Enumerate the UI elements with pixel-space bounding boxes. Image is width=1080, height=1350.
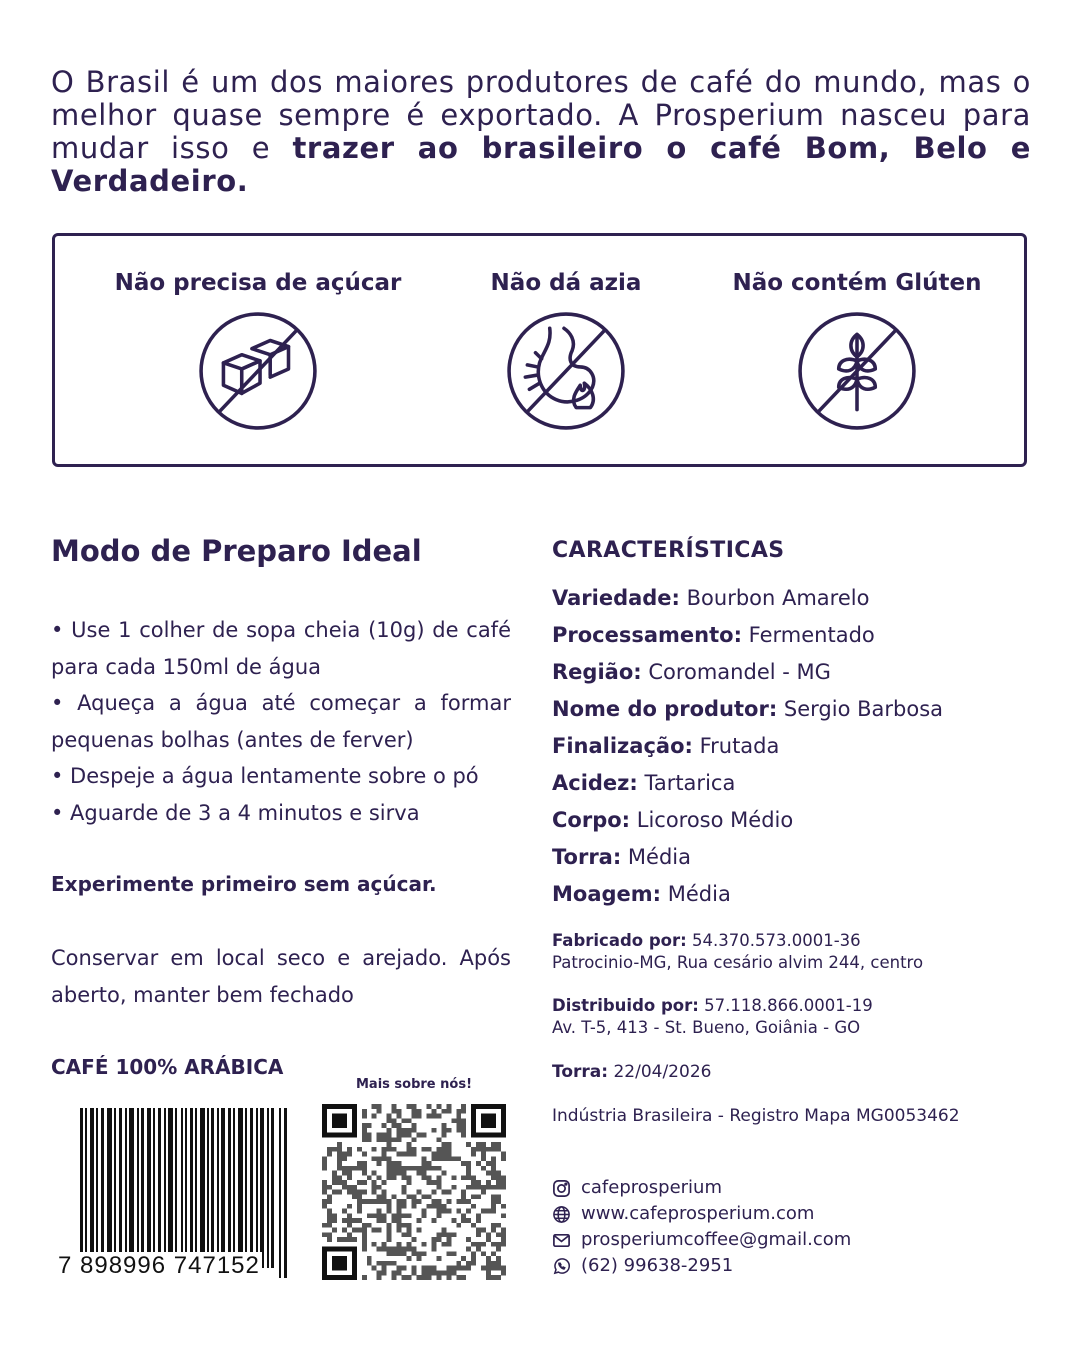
char-moagem bbox=[552, 876, 943, 913]
char-value: Fermentado bbox=[741, 623, 875, 647]
distributor-info bbox=[552, 995, 873, 1039]
char-label: Moagem: bbox=[552, 882, 662, 906]
distributor-address: Av. T-5, 413 - St. Bueno, Goiânia - GO bbox=[552, 1018, 861, 1037]
char-value: Tartarica bbox=[637, 771, 736, 795]
qr-finder-pattern bbox=[322, 1104, 357, 1137]
step-1: • Use 1 colher de sopa cheia (10g) de café para cada 150ml de água bbox=[51, 618, 511, 679]
sugar-tip: Experimente primeiro sem açúcar. bbox=[51, 872, 437, 896]
char-torra bbox=[552, 839, 943, 876]
registration-info: Indústria Brasileira - Registro Mapa MG0053462 bbox=[552, 1106, 960, 1126]
char-regiao bbox=[552, 654, 943, 691]
char-label: Nome do produtor: bbox=[552, 697, 778, 721]
no-heartburn-icon bbox=[505, 310, 627, 432]
barcode-number: 7 898996 747152 bbox=[58, 1252, 260, 1279]
intro-text: O Brasil é um dos maiores produtores de café do mundo, mas o melhor quase sempre é exportado. A Prosperium nasceu para mudar isso e bbox=[51, 65, 1031, 165]
char-label: Torra: bbox=[552, 845, 622, 869]
char-label: Processamento: bbox=[552, 623, 742, 647]
characteristics-title: CARACTERÍSTICAS bbox=[552, 538, 785, 563]
preparation-steps bbox=[51, 612, 511, 832]
manufacturer-info bbox=[552, 930, 923, 974]
distributor-label: Distribuido por: bbox=[552, 996, 699, 1015]
char-label: Finalização: bbox=[552, 734, 693, 758]
benefits-box bbox=[52, 233, 1027, 467]
qr-caption: Mais sobre nós! bbox=[355, 1077, 472, 1092]
contact-text: prosperiumcoffee@gmail.com bbox=[581, 1229, 852, 1250]
intro-paragraph bbox=[51, 66, 1031, 198]
char-finalizacao bbox=[552, 728, 943, 765]
char-value: Média bbox=[621, 845, 691, 869]
gluten-free-icon bbox=[796, 310, 918, 432]
char-label: Acidez: bbox=[552, 771, 638, 795]
step-4: • Aguarde de 3 a 4 minutos e sirva bbox=[51, 800, 420, 825]
step-2: • Aqueça a água até começar a formar pequenas bolhas (antes de ferver) bbox=[51, 691, 511, 752]
contact-text: www.cafeprosperium.com bbox=[581, 1203, 815, 1224]
contact-whatsapp[interactable] bbox=[552, 1253, 851, 1279]
contact-text: (62) 99638-2951 bbox=[581, 1255, 734, 1276]
step-3: • Despeje a água lentamente sobre o pó bbox=[51, 764, 479, 789]
char-produtor bbox=[552, 691, 943, 728]
email-icon bbox=[552, 1231, 571, 1250]
char-acidez bbox=[552, 765, 943, 802]
characteristics-list bbox=[552, 580, 943, 913]
char-value: Licoroso Médio bbox=[630, 808, 794, 832]
distributor-cnpj: 57.118.866.0001-19 bbox=[698, 996, 873, 1015]
char-value: Frutada bbox=[692, 734, 780, 758]
roast-date-label: Torra: bbox=[552, 1062, 609, 1082]
roast-date-value: 22/04/2026 bbox=[608, 1062, 712, 1082]
preparation-title: Modo de Preparo Ideal bbox=[51, 534, 422, 568]
badge-label: Não dá azia bbox=[490, 270, 642, 296]
badge-label: Não contém Glúten bbox=[732, 270, 982, 296]
qr-finder-pattern bbox=[322, 1247, 357, 1280]
intro-emphasis: trazer ao brasileiro o café Bom, Belo e Verdadeiro. bbox=[51, 131, 1032, 198]
char-label: Região: bbox=[552, 660, 642, 684]
roast-date bbox=[552, 1062, 711, 1082]
manufacturer-label: Fabricado por: bbox=[552, 931, 687, 950]
qr-finder-pattern bbox=[471, 1104, 506, 1137]
arabica-label: CAFÉ 100% ARÁBICA bbox=[51, 1055, 284, 1079]
badge-gluten-free bbox=[702, 270, 1012, 432]
char-corpo bbox=[552, 802, 943, 839]
no-sugar-icon bbox=[197, 310, 319, 432]
badge-label: Não precisa de açúcar bbox=[114, 270, 402, 296]
badge-no-sugar bbox=[103, 270, 413, 432]
globe-icon bbox=[552, 1205, 571, 1224]
char-variedade bbox=[552, 580, 943, 617]
char-value: Coromandel - MG bbox=[641, 660, 831, 684]
char-processamento bbox=[552, 617, 943, 654]
manufacturer-address: Patrocinio-MG, Rua cesário alvim 244, centro bbox=[552, 953, 924, 972]
qr-code[interactable] bbox=[322, 1104, 506, 1280]
storage-note: Conservar em local seco e arejado. Após aberto, manter bem fechado bbox=[51, 946, 511, 1007]
contact-instagram[interactable] bbox=[552, 1175, 851, 1201]
contact-text: cafeprosperium bbox=[581, 1177, 723, 1198]
contact-list bbox=[552, 1175, 851, 1279]
instagram-icon bbox=[552, 1179, 571, 1198]
whatsapp-icon bbox=[552, 1257, 571, 1276]
char-value: Média bbox=[661, 882, 731, 906]
manufacturer-cnpj: 54.370.573.0001-36 bbox=[686, 931, 861, 950]
char-label: Corpo: bbox=[552, 808, 631, 832]
char-value: Sergio Barbosa bbox=[777, 697, 944, 721]
char-value: Bourbon Amarelo bbox=[679, 586, 870, 610]
badge-no-heartburn bbox=[411, 270, 721, 432]
char-label: Variedade: bbox=[552, 586, 680, 610]
contact-website[interactable] bbox=[552, 1201, 851, 1227]
contact-email[interactable] bbox=[552, 1227, 851, 1253]
